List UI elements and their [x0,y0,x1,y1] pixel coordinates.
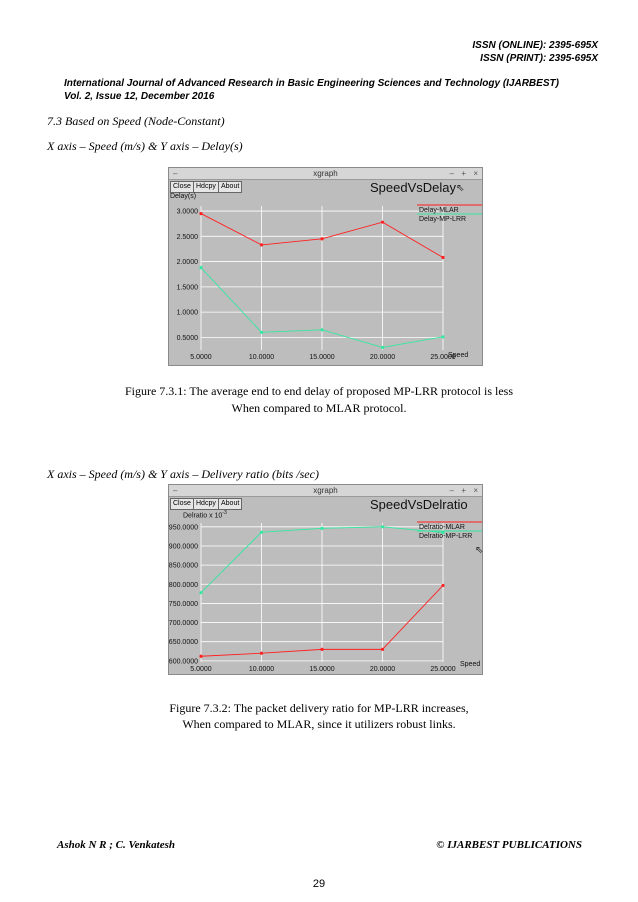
x-tick-label: 20.0000 [369,354,396,361]
x-tick-label: 15.0000 [309,666,335,673]
issn-online: ISSN (ONLINE): 2395-695X [472,40,598,51]
x-axis-label: Speed [460,661,481,668]
chart-speed-vs-delay [169,168,482,365]
mouse-cursor-icon: ⇖ [475,545,484,556]
window-title: xgraph [313,169,338,178]
figure1-caption-line1: Figure 7.3.1: The average end to end delay of proposed MP-LRR protocol is less [124,384,514,398]
y-tick-label: 600.0000 [168,658,198,666]
window-menu-icon[interactable]: – [173,486,178,495]
legend-entry: Delay-MLAR [419,207,459,214]
close-icon[interactable]: × [473,169,478,178]
close-button[interactable]: Close [170,181,194,193]
y-tick-label: 2.0000 [176,259,198,267]
hardcopy-button[interactable]: Hdcpy [193,498,219,510]
journal-volume: Vol. 2, Issue 12, December 2016 [64,91,215,102]
data-point [320,328,323,331]
maximize-icon[interactable]: + [461,169,466,178]
x-tick-label: 25.0000 [430,354,456,361]
data-point [320,237,323,240]
y-tick-label: 750.0000 [168,600,198,608]
y-tick-label: 700.0000 [168,620,198,628]
y-tick-label: 950.0000 [168,524,198,532]
data-point [199,591,202,594]
graph-title: SpeedVsDelratio [370,497,468,512]
data-point [260,652,263,655]
y-tick-label: 900.0000 [168,543,198,551]
y-tick-label: 650.0000 [168,639,198,647]
data-point [441,256,444,259]
y-tick-label: 1.0000 [176,309,198,317]
data-point [441,584,444,587]
data-point [320,527,323,530]
figure2-axis-description: X axis – Speed (m/s) & Y axis – Delivery ratio (bits /sec) [47,467,319,481]
close-button[interactable]: Close [170,498,194,510]
y-axis-exponent: -3 [222,510,227,516]
footer-authors: Ashok N R ; C. Venkatesh [57,839,175,851]
hardcopy-button[interactable]: Hdcpy [193,181,219,193]
xgraph-window-delay [168,167,483,366]
y-tick-label: 0.5000 [176,334,198,342]
y-axis-label: Delay(s) [170,193,197,200]
figure2-caption-line2: When compared to MLAR, since it utilizers robust links. [182,717,456,731]
data-point [260,531,263,534]
issn-print: ISSN (PRINT): 2395-695X [480,53,598,64]
y-tick-label: 3.0000 [176,208,198,216]
data-point [381,346,384,349]
window-menu-icon[interactable]: – [173,169,178,178]
data-point [260,331,263,334]
data-point [260,243,263,246]
x-tick-label: 20.0000 [369,666,396,673]
about-button[interactable]: About [218,498,242,510]
figure1-caption-line2: When compared to MLAR protocol. [231,401,407,415]
y-tick-label: 850.0000 [168,562,198,570]
data-point [320,648,323,651]
x-tick-label: 25.0000 [430,666,456,673]
x-tick-label: 15.0000 [309,354,335,361]
section-heading: 7.3 Based on Speed (Node-Constant) [47,114,225,128]
page-number: 29 [312,878,326,890]
mouse-cursor-icon: ⇖ [456,183,465,194]
x-tick-label: 10.0000 [248,666,275,673]
legend-entry: Delratio-MP-LRR [419,533,473,540]
about-button[interactable]: About [218,181,242,193]
chart-speed-vs-delratio [169,485,482,674]
x-tick-label: 5.0000 [190,666,212,673]
footer-copyright: © IJARBEST PUBLICATIONS [436,839,582,851]
window-title: xgraph [313,486,338,495]
maximize-icon[interactable]: + [461,486,466,495]
legend-entry: Delay-MP-LRR [419,216,467,223]
journal-title: International Journal of Advanced Research in Basic Engineering Sciences and Technology (IJARBEST) [64,78,559,89]
close-icon[interactable]: × [473,486,478,495]
data-point [381,221,384,224]
graph-title: SpeedVsDelay [370,180,456,195]
legend-entry: Delratio-MLAR [419,524,465,531]
minimize-icon[interactable]: – [449,486,454,495]
x-axis-label: Speed [448,352,469,359]
y-tick-label: 1.5000 [176,284,198,292]
figure2-caption-line1: Figure 7.3.2: The packet delivery ratio for MP-LRR increases, [169,701,469,715]
data-point [441,335,444,338]
data-point [381,525,384,528]
figure1-axis-description: X axis – Speed (m/s) & Y axis – Delay(s) [47,139,243,153]
y-tick-label: 2.5000 [176,233,198,241]
y-tick-label: 800.0000 [168,581,198,589]
data-point [199,655,202,658]
y-axis-label: Delratio x $10^{-3}$ [183,510,227,520]
x-tick-label: 10.0000 [248,354,275,361]
data-point [199,266,202,269]
data-point [381,648,384,651]
x-tick-label: 5.0000 [190,354,212,361]
data-point [199,212,202,215]
minimize-icon[interactable]: – [449,169,454,178]
xgraph-window-delratio [168,484,483,675]
